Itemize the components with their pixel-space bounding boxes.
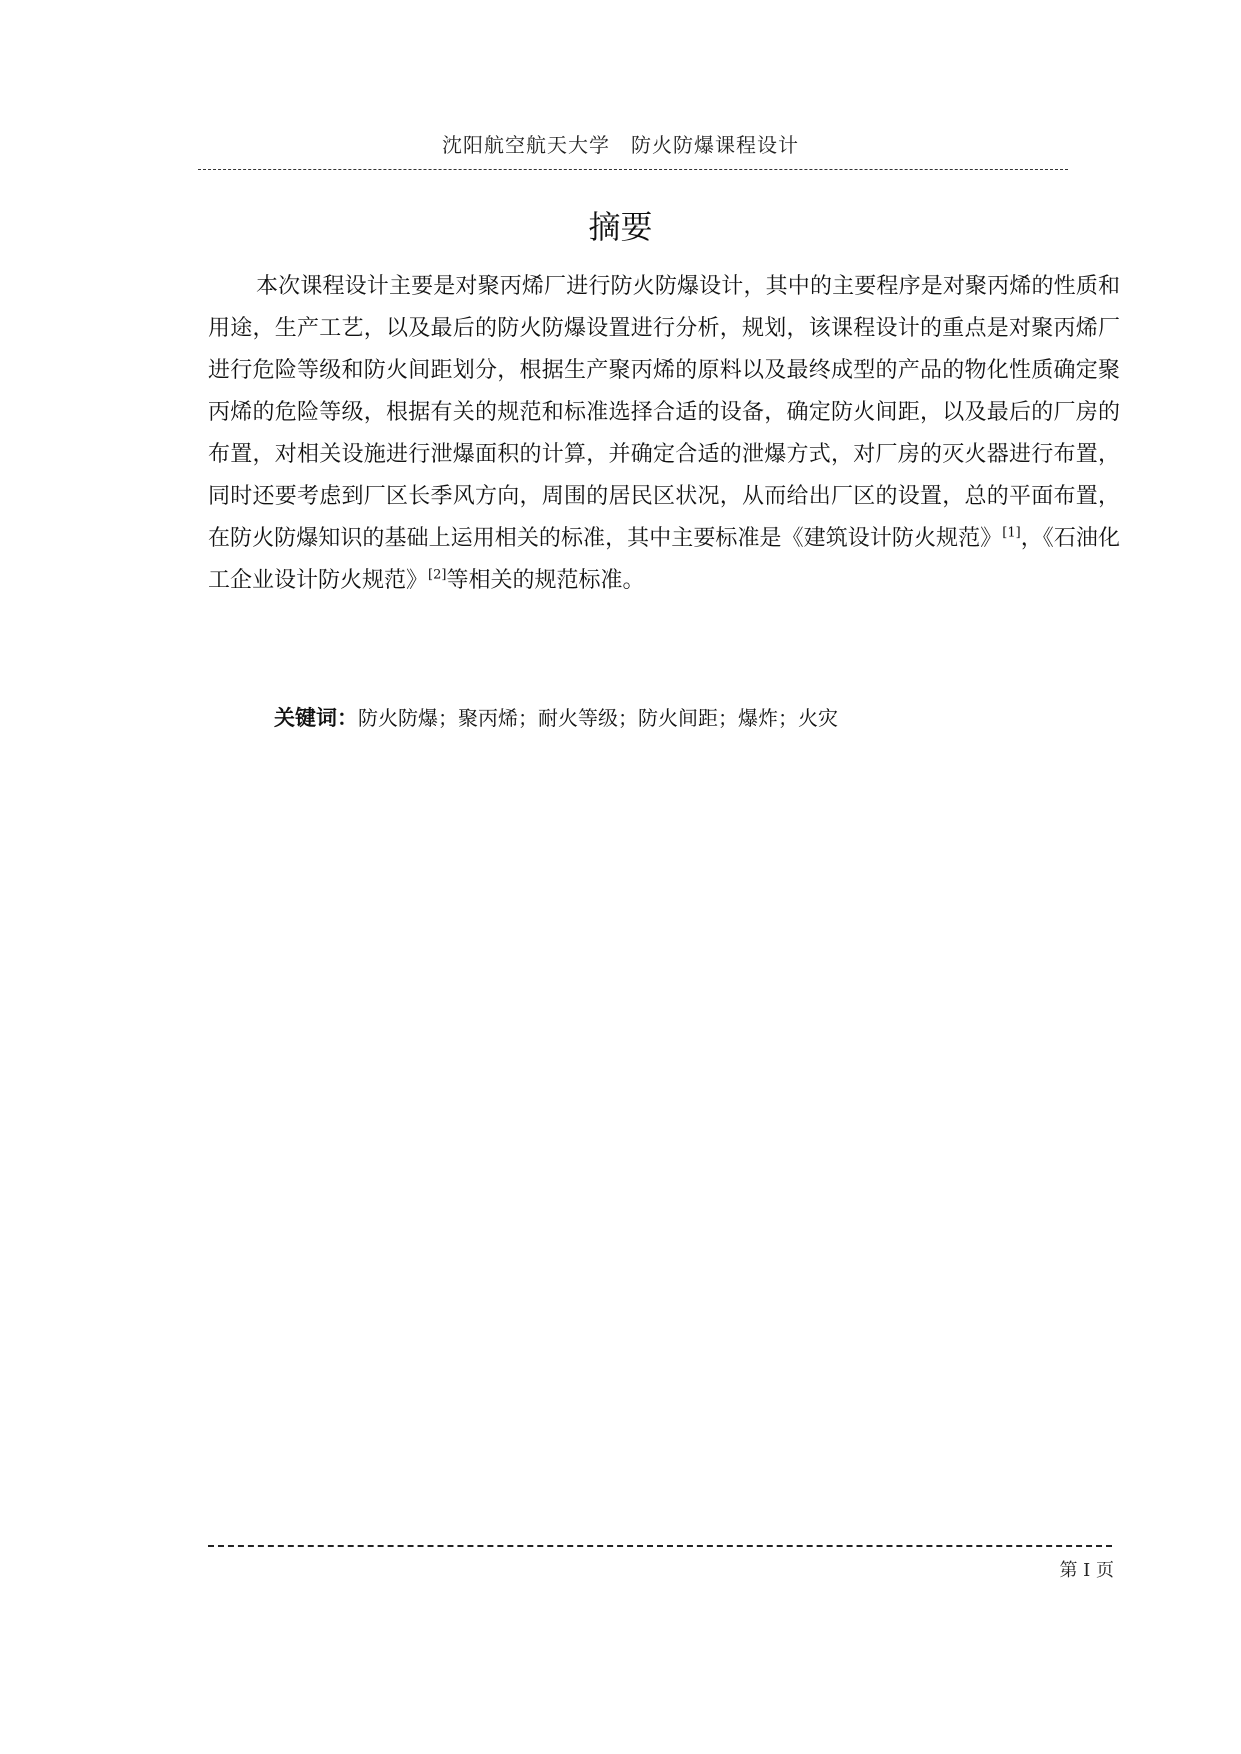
abstract-heading: 摘要 <box>588 208 653 246</box>
page-number: 第 I 页 <box>1059 1560 1114 1581</box>
abstract-text-part-1: 本次课程设计主要是对聚丙烯厂进行防火防爆设计，其中的主要程序是对聚丙烯的性质和用途，生产工艺，以及最后的防火防爆设置进行分析，规划，该课程设计的重点是对聚丙烯厂进行危险等级和防火间距划分，根据生产聚丙烯的原料以及最终成型的产品的物化性质确定聚丙烯的危险等级，根据有关的规范和标准选择合适的设备，确定防火间距，以及最后的厂房的布置，对相关设施进行泄爆面积的计算，并确定合适的泄爆方式，对厂房的灭火器进行布置，同时还要考虑到厂区长季风方向，周围的居民区状况，从而给出厂区的设置，总的平面布置，在防火防爆知识的基础上运用相关的标准，其中主要标准是《建筑设计防火规范》 <box>208 274 1120 551</box>
page-header-title: 沈阳航空航天大学 防火防爆课程设计 <box>442 133 799 157</box>
keywords-line <box>274 702 838 732</box>
abstract-paragraph <box>208 266 1120 602</box>
keywords-label: 关键词： <box>274 706 358 730</box>
citation-ref-1: [1] <box>1002 525 1021 541</box>
citation-ref-2: [2] <box>428 567 447 583</box>
abstract-text-part-3: 等相关的规范标准。 <box>446 568 645 593</box>
abstract-text-part-2: ，《石油化工企业设计防火规范》 <box>208 526 1120 593</box>
footer-divider <box>208 1545 1112 1547</box>
keywords-value: 防火防爆；聚丙烯；耐火等级；防火间距；爆炸；火灾 <box>358 706 838 730</box>
header-divider <box>198 169 1068 170</box>
